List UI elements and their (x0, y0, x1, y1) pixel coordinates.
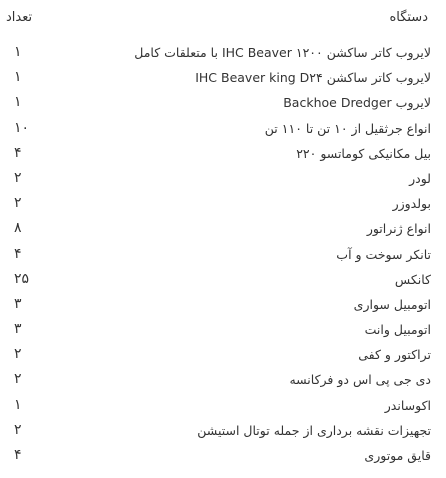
header-count: تعداد (6, 10, 33, 25)
table-row (0, 66, 446, 91)
table-row (0, 293, 446, 318)
header-device: دستگاه (389, 10, 428, 25)
device-name: تانکر سوخت و آب (336, 246, 431, 262)
device-count: ۱ (14, 396, 22, 413)
table-row (0, 444, 446, 469)
device-name: انواع ژنراتور (366, 221, 431, 237)
device-name: تراکتور و کفی (358, 347, 431, 363)
table-row (0, 117, 446, 142)
device-name: لایروب کاتر ساکشن IHC Beaver king D۲۴ (195, 70, 431, 86)
device-name: انواع جرثقیل از ۱۰ تن تا ۱۱۰ تن (264, 120, 431, 136)
table-row (0, 192, 446, 217)
device-count: ۴ (14, 245, 22, 262)
device-name: تجهیزات نقشه برداری از جمله توتال استیشن (197, 422, 431, 438)
device-count: ۱۰ (14, 119, 30, 136)
device-count: ۳ (14, 295, 22, 312)
table-row (0, 343, 446, 368)
table-row (0, 217, 446, 242)
device-count: ۲ (14, 169, 22, 186)
device-count: ۲۵ (14, 270, 30, 287)
table-row (0, 91, 446, 116)
table-row (0, 167, 446, 192)
device-count: ۳ (14, 321, 22, 338)
table-row (0, 419, 446, 444)
device-count: ۲ (14, 371, 22, 388)
device-name: بیل مکانیکی کوماتسو ۲۲۰ (296, 145, 431, 161)
device-count: ۴ (14, 447, 22, 463)
device-name: لایروب Backhoe Dredger (283, 95, 431, 111)
table-row (0, 243, 446, 268)
device-count: ۲ (14, 346, 22, 363)
device-count: ۲ (14, 421, 22, 438)
device-name: لودر (409, 170, 431, 186)
device-count: ۱ (14, 69, 22, 86)
table-row (0, 142, 446, 167)
device-count: ۱ (14, 94, 22, 111)
device-count: ۲ (14, 195, 22, 212)
table-row (0, 368, 446, 393)
table-row (0, 268, 446, 293)
device-name: اتومبیل سواری (353, 296, 431, 312)
device-name: لایروب کاتر ساکشن ۱۲۰۰ IHC Beaver با متعلقات کامل (134, 45, 431, 60)
device-name: اتومبیل وانت (364, 322, 431, 338)
device-name: کانکس (394, 271, 431, 287)
table-header (0, 6, 446, 30)
device-name: قایق موتوری (364, 448, 431, 463)
device-name: اکوساندر (384, 397, 431, 413)
device-name: بولدوزر (392, 196, 431, 212)
device-count: ۴ (14, 144, 22, 161)
device-count: ۱ (14, 44, 22, 60)
device-count: ۸ (14, 220, 22, 237)
table-body (0, 41, 446, 469)
table-row (0, 318, 446, 343)
table-row (0, 394, 446, 419)
table-row (0, 41, 446, 66)
device-name: دی جی پی اس دو فرکانسه (289, 372, 431, 388)
